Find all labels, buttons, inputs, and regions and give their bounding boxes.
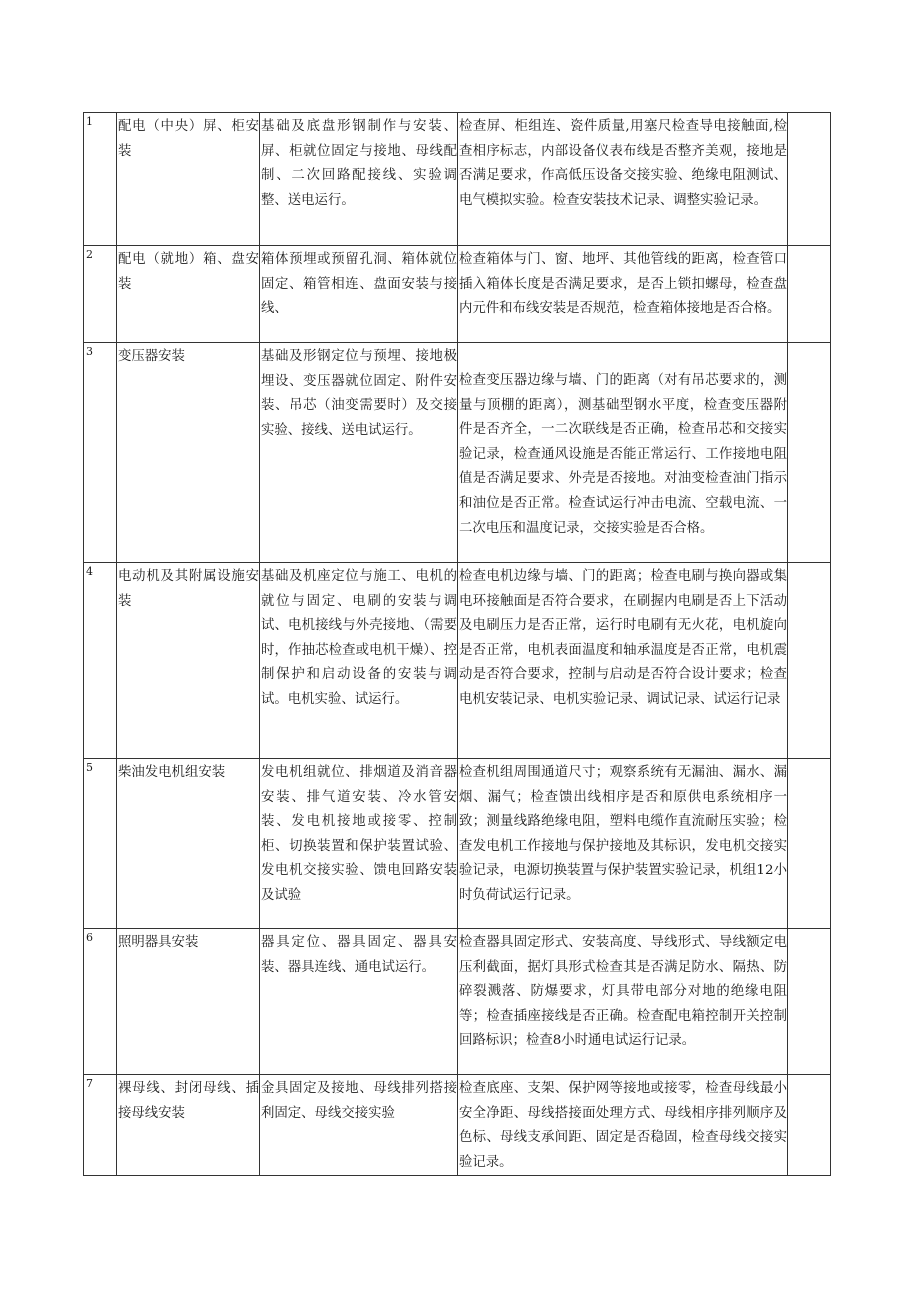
inspection-points: 检查机组周围通道尺寸；观察系统有无漏油、漏水、漏烟、漏气；检查馈出线相序是否和原供电系统相序一致；测量线路绝缘电阻，塑料电缆作直流耐压实验；检查发电机工作接地与保护接地及其标识，发电机交接实验记录，电源切换装置与保护装置实验记录，机组12小时负荷试运行记录。 xyxy=(458,759,788,929)
work-content: 金具固定及接地、母线排列搭接利固定、母线交接实验 xyxy=(260,1075,458,1176)
remark-cell xyxy=(788,759,831,929)
row-number: 4 xyxy=(84,563,117,759)
table-row xyxy=(84,343,831,563)
item-name: 柴油发电机组安装 xyxy=(117,759,260,929)
work-content: 器具定位、器具固定、器具安装、器具连线、通电试运行。 xyxy=(260,929,458,1075)
row-number: 5 xyxy=(84,759,117,929)
inspection-points: 检查电机边缘与墙、门的距离；检查电刷与换向器或集电环接触面是否符合要求，在刷握内电刷是否上下活动及电刷压力是否正常，运行时电刷有无火花，电机旋向是否正常，电机表面温度和轴承温度是否正常，电机震动是否符合要求，控制与启动是否符合设计要求；检查电机安装记录、电机实验记录、调试记录、试运行记录 xyxy=(458,563,788,759)
work-content: 基础及形钢定位与预埋、接地极埋设、变压器就位固定、附件安装、吊芯（油变需要时）及交接实验、接线、送电试运行。 xyxy=(260,343,458,563)
remark-cell xyxy=(788,246,831,343)
work-content: 基础及机座定位与施工、电机的就位与固定、电刷的安装与调试、电机接线与外壳接地、（需要时，作抽芯检查或电机干燥）、控制保护和启动设备的安装与调试。电机实验、试运行。 xyxy=(260,563,458,759)
row-number: 1 xyxy=(84,113,117,246)
inspection-points: 检查箱体与门、窗、地坪、其他管线的距离，检查管口插入箱体长度是否满足要求，是否上锁扣螺母，检查盘内元件和布线安装是否规范，检查箱体接地是否合格。 xyxy=(458,246,788,343)
inspection-points: 检查器具固定形式、安装高度、导线形式、导线额定电压利截面，据灯具形式检查其是否满足防水、隔热、防碎裂溅落、防爆要求，灯具带电部分对地的绝缘电阻等；检查插座接线是否正确。检查配电箱控制开关控制回路标识；检查8小时通电试运行记录。 xyxy=(458,929,788,1075)
table-row xyxy=(84,113,831,246)
work-content: 基础及底盘形钢制作与安装、屏、柜就位固定与接地、母线配制、二次回路配接线、实验调整、送电运行。 xyxy=(260,113,458,246)
inspection-table xyxy=(83,112,831,1176)
row-number: 2 xyxy=(84,246,117,343)
row-number: 7 xyxy=(84,1075,117,1176)
inspection-points: 检查屏、柜组连、瓷件质量,用塞尺检查导电接触面,检查相序标志，内部设备仪表布线是否整齐美观，接地是否满足要求，作高低压设备交接实验、绝缘电阻测试、电气模拟实验。检查安装技术记录、调整实验记录。 xyxy=(458,113,788,246)
remark-cell xyxy=(788,113,831,246)
row-number: 6 xyxy=(84,929,117,1075)
table-row xyxy=(84,759,831,929)
inspection-points: 检查底座、支架、保护网等接地或接零，检查母线最小安全净距、母线搭接面处理方式、母线相序排列顺序及色标、母线支承间距、固定是否稳固，检查母线交接实验记录。 xyxy=(458,1075,788,1176)
table-row xyxy=(84,246,831,343)
item-name: 配电（中央）屏、柜安装 xyxy=(117,113,260,246)
item-name: 变压器安装 xyxy=(117,343,260,563)
item-name: 照明器具安装 xyxy=(117,929,260,1075)
inspection-points: 检查变压器边缘与墙、门的距离（对有吊芯要求的，测量与顶棚的距离），测基础型钢水平度，检查变压器附件是否齐全，一二次联线是否正确，检查吊芯和交接实验记录，检查通风设施是否能正常运行、工作接地电阻值是否满足要求、外壳是否接地。对油变检查油门指示和油位是否正常。检查试运行冲击电流、空载电流、一二次电压和温度记录，交接实验是否合格。 xyxy=(458,343,788,563)
remark-cell xyxy=(788,343,831,563)
work-content: 箱体预埋或预留孔洞、箱体就位固定、箱管相连、盘面安装与接线、 xyxy=(260,246,458,343)
item-name: 电动机及其附属设施安装 xyxy=(117,563,260,759)
remark-cell xyxy=(788,1075,831,1176)
table-row xyxy=(84,563,831,759)
work-content: 发电机组就位、排烟道及消音器安装、排气道安装、冷水管安装、发电机接地或接零、控制柜、切换装置和保护装置试验、发电机交接实验、馈电回路安装及试验 xyxy=(260,759,458,929)
table-row xyxy=(84,929,831,1075)
remark-cell xyxy=(788,563,831,759)
table-row xyxy=(84,1075,831,1176)
item-name: 裸母线、封闭母线、插接母线安装 xyxy=(117,1075,260,1176)
remark-cell xyxy=(788,929,831,1075)
row-number: 3 xyxy=(84,343,117,563)
item-name: 配电（就地）箱、盘安装 xyxy=(117,246,260,343)
